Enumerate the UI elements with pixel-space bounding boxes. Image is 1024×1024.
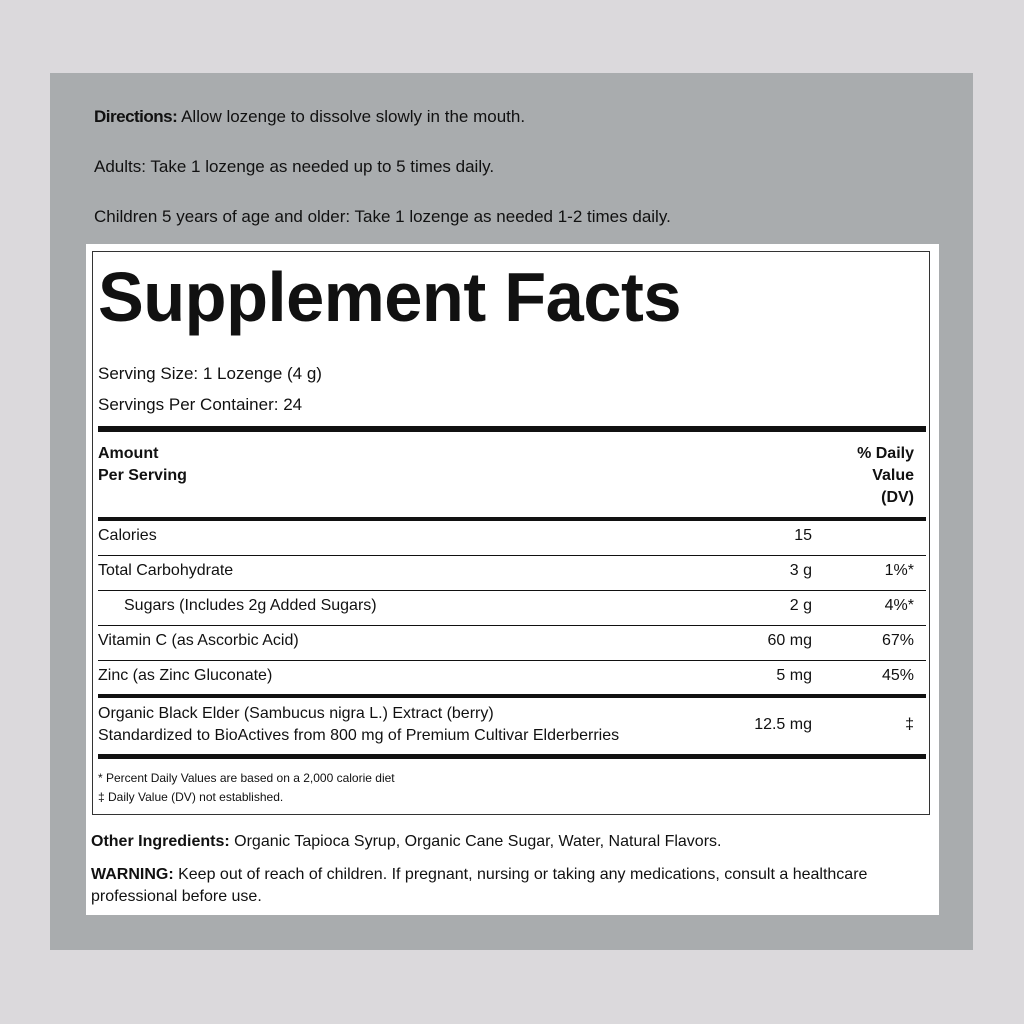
footnotes	[98, 769, 395, 807]
directions-label: Directions:	[94, 107, 178, 126]
dv-header-line2: Value	[872, 467, 914, 484]
nutrient-name-line2: Standardized to BioActives from 800 mg of Premium Cultivar Elderberries	[98, 727, 620, 744]
nutrient-name-line1: Organic Black Elder (Sambucus nigra L.) Extract (berry)	[98, 705, 494, 722]
other-ingredients-label: Other Ingredients:	[91, 833, 230, 850]
nutrient-row	[98, 703, 926, 749]
nutrient-name: Total Carbohydrate	[98, 562, 234, 579]
nutrient-dv: 1%*	[884, 562, 914, 579]
other-ingredients	[91, 831, 911, 853]
warning-text: Keep out of reach of children. If pregnant, nursing or taking any medications, consult a healthcare professional before use.	[91, 866, 868, 905]
directions-text: Allow lozenge to dissolve slowly in the mouth.	[181, 107, 526, 126]
serving-size: Serving Size: 1 Lozenge (4 g)	[98, 364, 322, 383]
nutrient-name: Calories	[98, 527, 157, 544]
nutrient-amount: 15	[794, 527, 812, 544]
footnote-dv-not-established: ‡ Daily Value (DV) not established.	[98, 790, 284, 804]
amount-header-line2: Per Serving	[98, 467, 187, 484]
nutrient-amount: 3 g	[789, 562, 812, 579]
adults-directions: Adults: Take 1 lozenge as needed up to 5 times daily.	[94, 157, 495, 176]
supplement-facts-title: Supplement Facts	[98, 258, 682, 336]
directions-line	[94, 106, 934, 128]
directions-section	[94, 106, 934, 256]
amount-per-serving-header	[98, 443, 187, 487]
amount-header-line1: Amount	[98, 445, 159, 462]
nutrient-dv: 4%*	[884, 597, 914, 614]
nutrient-dv: ‡	[905, 716, 914, 733]
other-ingredients-text: Organic Tapioca Syrup, Organic Cane Sugar, Water, Natural Flavors.	[234, 833, 722, 850]
nutrient-name: Sugars (Includes 2g Added Sugars)	[124, 597, 377, 614]
row-divider	[98, 660, 926, 661]
nutrient-amount: 5 mg	[776, 667, 812, 684]
nutrient-amount: 2 g	[789, 597, 812, 614]
warning-label: WARNING:	[91, 866, 174, 883]
footnote-percent-dv: * Percent Daily Values are based on a 2,000 calorie diet	[98, 771, 395, 785]
thick-rule-bottom	[98, 754, 926, 759]
children-directions: Children 5 years of age and older: Take 1 lozenge as needed 1-2 times daily.	[94, 207, 671, 226]
nutrient-dv: 45%	[881, 667, 914, 684]
thick-rule-header	[98, 517, 926, 521]
nutrient-name: Vitamin C (as Ascorbic Acid)	[98, 632, 299, 649]
nutrient-amount: 12.5 mg	[754, 716, 812, 733]
nutrient-name	[98, 703, 619, 747]
daily-value-header	[857, 443, 914, 509]
row-divider	[98, 625, 926, 626]
servings-per-container: Servings Per Container: 24	[98, 395, 303, 414]
warning	[91, 864, 911, 908]
nutrient-name: Zinc (as Zinc Gluconate)	[98, 667, 273, 684]
dv-header-line3: (DV)	[881, 489, 914, 506]
row-divider	[98, 555, 926, 556]
row-divider	[98, 590, 926, 591]
thick-rule-mid	[98, 694, 926, 698]
nutrient-amount: 60 mg	[767, 632, 812, 649]
dv-header-line1: % Daily	[857, 445, 914, 462]
nutrient-dv: 67%	[881, 632, 914, 649]
thick-rule-top	[98, 426, 926, 432]
